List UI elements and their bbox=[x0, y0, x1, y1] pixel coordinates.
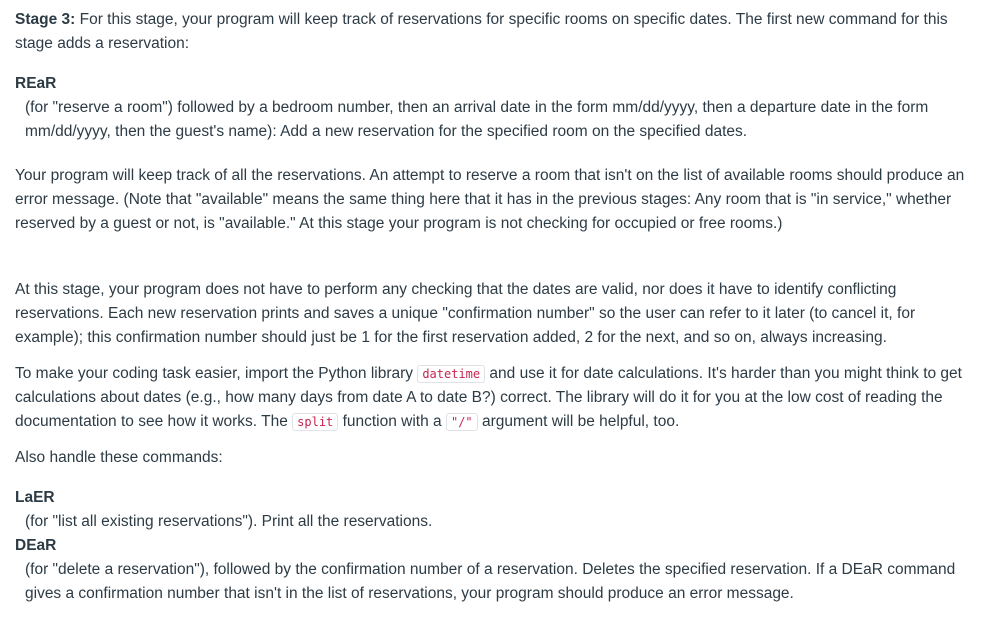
laer-command-block bbox=[15, 486, 982, 534]
slash-code: "/" bbox=[446, 413, 478, 431]
rear-command-block bbox=[15, 72, 982, 144]
datetime-text-3: function with a bbox=[338, 413, 446, 430]
datetime-text-2: and use it for date calculations. It's harder than you might think to get calculations about dates (e.g., how many days from date A to date B?) correct. The library will do it for you at the low cost of reading the documentation to see how it works. The bbox=[15, 365, 962, 430]
stage-heading: Stage 3: bbox=[15, 11, 76, 28]
validity-paragraph: At this stage, your program does not have to perform any checking that the dates are valid, nor does it have to identify conflicting reservations. Each new reservation prints and saves a unique "confirmation number" so the user can refer to it later (to cancel it, for example); this confirmation number should just be 1 for the first reservation added, 2 for the next, and so on, always increasing. bbox=[15, 281, 916, 346]
dear-command-name: DEaR bbox=[15, 537, 57, 554]
tracking-paragraph: Your program will keep track of all the reservations. An attempt to reserve a room that isn't on the list of available rooms should produce an error message. (Note that "available" means the same thing here that it has in the previous stages: Any room that is "in service," whether reserved by a guest or not, is "available." At this stage your program is not checking for occupied or free rooms.) bbox=[15, 167, 965, 232]
laer-command-description: (for "list all existing reservations"). Print all the reservations. bbox=[25, 513, 433, 530]
datetime-text-4: argument will be helpful, too. bbox=[477, 413, 680, 430]
split-code: split bbox=[292, 413, 338, 431]
dear-command-block bbox=[15, 534, 982, 606]
datetime-text-1: To make your coding task easier, import the Python library bbox=[15, 365, 418, 382]
rear-command-name: REaR bbox=[15, 75, 57, 92]
also-handle-text: Also handle these commands: bbox=[15, 449, 223, 466]
dear-command-description: (for "delete a reservation"), followed by the confirmation number of a reservation. Deletes the specified reservation. If a DEaR command gives a confirmation number that isn't in the list of reservations, your program should produce an error message. bbox=[25, 561, 956, 602]
datetime-code: datetime bbox=[417, 365, 485, 383]
stage-intro-paragraph bbox=[15, 8, 982, 56]
laer-command-name: LaER bbox=[15, 489, 55, 506]
datetime-paragraph bbox=[15, 362, 982, 434]
rear-command-description: (for "reserve a room") followed by a bedroom number, then an arrival date in the form mm/dd/yyyy, then a departure date in the form mm/dd/yyyy, then the guest's name): Add a new reservation for the specified room on the specified dates. bbox=[25, 99, 929, 140]
stage-intro-text: For this stage, your program will keep track of reservations for specific rooms on specific dates. The first new command for this stage adds a reservation: bbox=[15, 11, 948, 52]
